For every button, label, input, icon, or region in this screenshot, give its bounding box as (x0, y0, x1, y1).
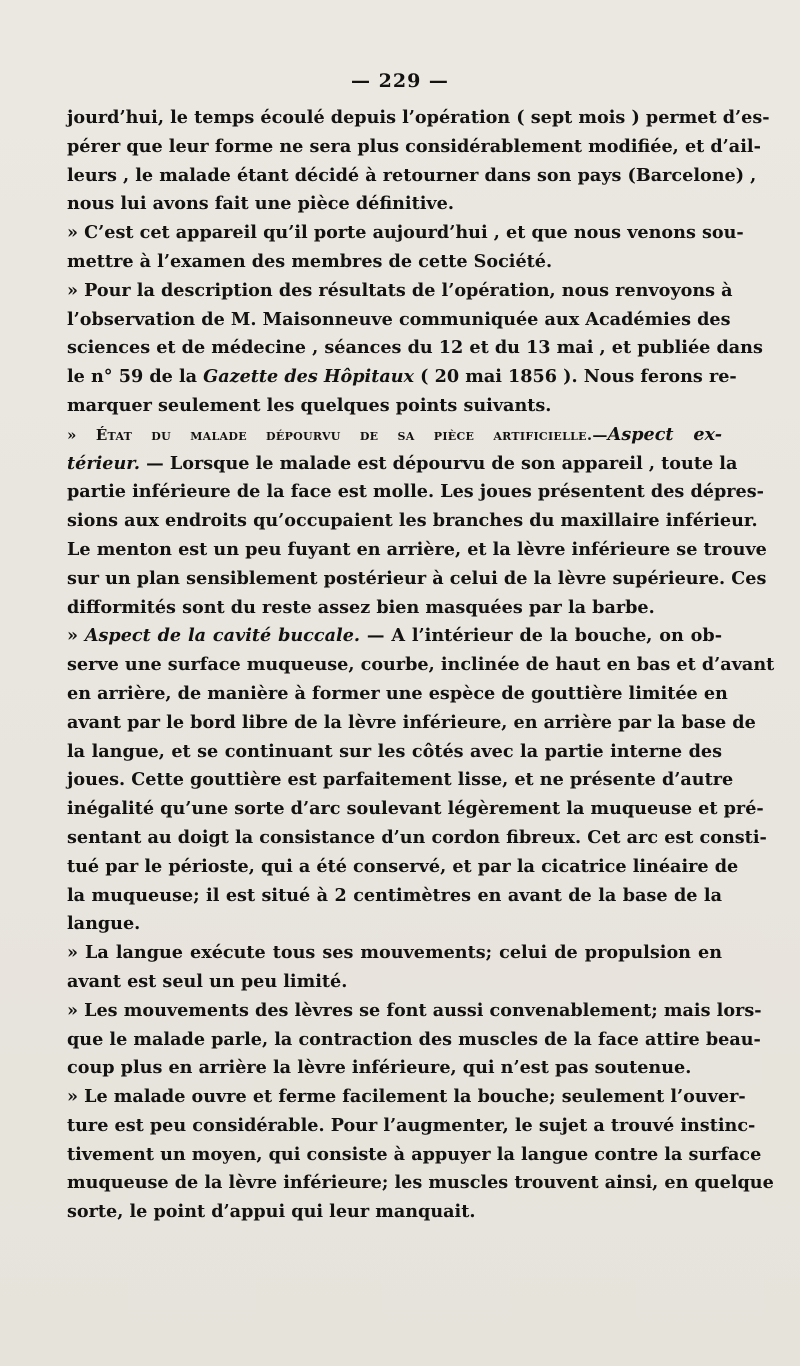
page-number: — 229 — (351, 70, 449, 92)
text-line: en arrière, de manière à former une espèce de gouttière limitée en (67, 682, 728, 704)
text-line: la langue, et se continuant sur les côtés avec la partie interne des (67, 740, 722, 762)
text-line: muqueuse de la lèvre inférieure; les muscles trouvent ainsi, en quelque (67, 1172, 774, 1194)
paragraph (67, 421, 767, 623)
text-line: » Le malade ouvre et ferme facilement la bouche; seulement l’ouver- (67, 1086, 746, 1108)
text-line: sciences et de médecine , séances du 12 et du 13 mai , et publiée dans (67, 337, 763, 359)
text-line: ture est peu considérable. Pour l’augmenter, le sujet a trouvé instinc- (67, 1114, 756, 1136)
text-line: pérer que leur forme ne sera plus considérablement modifiée, et d’ail- (67, 135, 761, 157)
section-heading: » État du malade dépourvu de sa pièce artificielle.— (67, 425, 608, 444)
text-line: avant par le bord libre de la lèvre inférieure, en arrière par la base de (67, 711, 756, 733)
text-line: que le malade parle, la contraction des muscles de la face attire beau- (67, 1028, 761, 1050)
text-line: leurs , le malade étant décidé à retourner dans son pays (Barcelone) , (67, 164, 757, 186)
text-line: coup plus en arrière la lèvre inférieure, qui n’est pas soutenue. (67, 1057, 692, 1079)
text-line: serve une surface muqueuse, courbe, inclinée de haut en bas et d’avant (67, 654, 775, 676)
text-line: » C’est cet appareil qu’il porte aujourd’hui , et que nous venons sou- (67, 222, 744, 244)
text-line: tué par le périoste, qui a été conservé, et par la cicatrice linéaire de (67, 855, 739, 877)
text-line: avant est seul un peu limité. (67, 970, 348, 992)
text-line: sorte, le point d’appui qui leur manquait. (67, 1201, 476, 1223)
text-run: — A l’intérieur de la bouche, on ob- (360, 625, 723, 647)
paragraph (67, 277, 763, 421)
text-line: l’observation de M. Maisonneuve communiquée aux Académies des (67, 308, 731, 330)
text-line: Le menton est un peu fuyant en arrière, et la lèvre inférieure se trouve (67, 538, 767, 560)
text-run: » (67, 625, 85, 647)
text-line: » Les mouvements des lèvres se font aussi convenablement; mais lors- (67, 999, 762, 1021)
text-line: » Pour la description des résultats de l’opération, nous renvoyons à (67, 279, 733, 301)
text-line: tivement un moyen, qui consiste à appuyer la langue contre la surface (67, 1143, 762, 1165)
text-line: marquer seulement les quelques points suivants. (67, 394, 552, 416)
text-line: mettre à l’examen des membres de cette Société. (67, 250, 553, 272)
journal-title: Gazette des Hôpitaux (203, 366, 415, 388)
text-line: difformités sont du reste assez bien masquées par la barbe. (67, 596, 655, 618)
text-line: joues. Cette gouttière est parfaitement lisse, et ne présente d’autre (67, 769, 734, 791)
text-line: » La langue exécute tous ses mouvements; celui de propulsion en (67, 942, 722, 964)
text-line: sentant au doigt la consistance d’un cordon fibreux. Cet arc est consti- (67, 826, 767, 848)
subheading: Aspect de la cavité buccale. (84, 625, 361, 647)
text-line: sur un plan sensiblement postérieur à celui de la lèvre supérieure. Ces (67, 567, 767, 589)
paragraph (67, 939, 722, 997)
paragraph (67, 1083, 774, 1227)
text-line: jourd’hui, le temps écoulé depuis l’opération ( sept mois ) permet d’es- (67, 107, 770, 128)
text-line: sions aux endroits qu’occupaient les branches du maxillaire inférieur. (67, 510, 758, 532)
text-line: inégalité qu’une sorte d’arc soulevant légèrement la muqueuse et pré- (67, 798, 764, 820)
text-line: langue. (67, 913, 141, 935)
paragraph (67, 997, 762, 1083)
paragraph (67, 104, 770, 219)
body-text (67, 104, 775, 1227)
text-line (67, 421, 722, 450)
text-line: nous lui avons fait une pièce définitive. (67, 193, 454, 215)
text-line (67, 363, 737, 392)
subheading: térieur. (67, 452, 141, 474)
text-line (67, 450, 738, 479)
text-line (67, 622, 722, 651)
text-run: ( 20 mai 1856 ). Nous ferons re- (420, 366, 737, 388)
paragraph (67, 622, 775, 939)
text-run: — Lorsque le malade est dépourvu de son appareil , toute la (140, 452, 738, 474)
text-line: partie inférieure de la face est molle. Les joues présentent des dépres- (67, 481, 764, 503)
text-line: la muqueuse; il est situé à 2 centimètres en avant de la base de la (67, 884, 722, 906)
subheading: Aspect ex- (607, 423, 722, 445)
text-run: le n° 59 de la (67, 366, 198, 388)
paragraph (67, 219, 744, 277)
